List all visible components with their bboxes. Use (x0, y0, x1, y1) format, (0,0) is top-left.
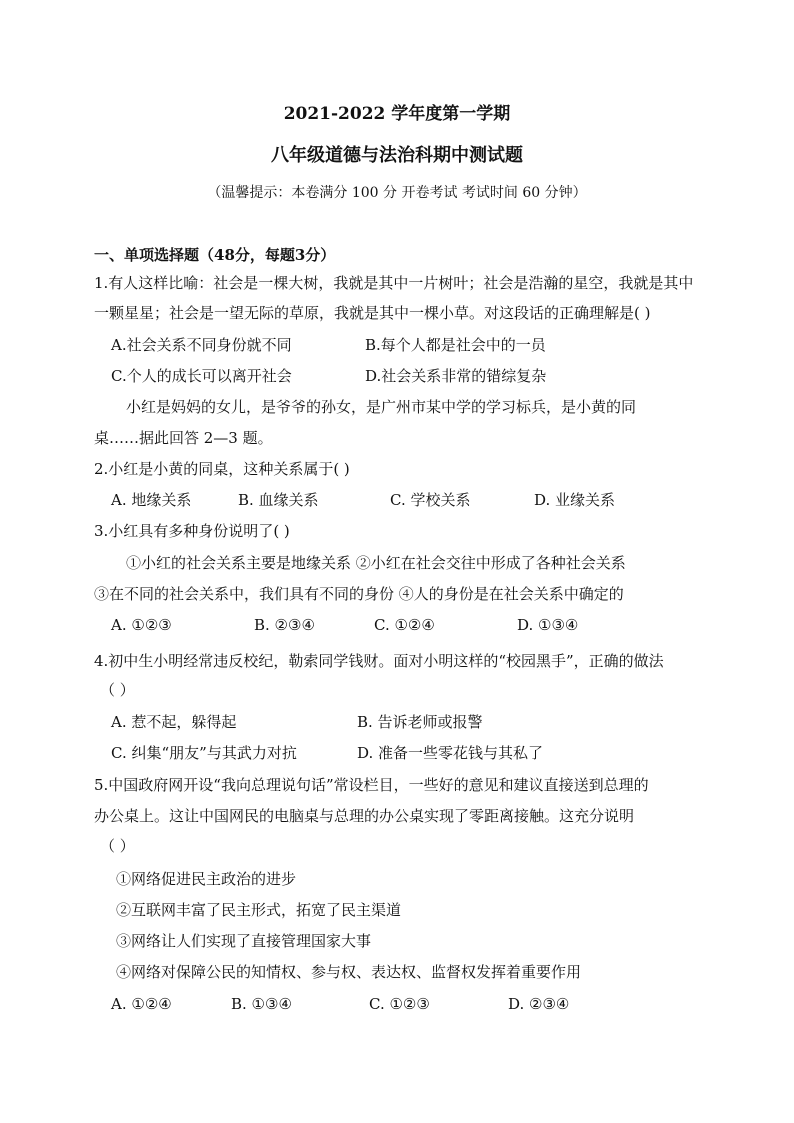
q1-option-c: C.个人的成长可以离开社会 (111, 367, 292, 385)
q5-stem-line3: （ ） (100, 837, 135, 855)
q2-stem: 2.小红是小黄的同桌，这种关系属于( ) (94, 460, 350, 478)
q4-stem-line2: （ ） (100, 681, 135, 699)
exam-year-title: 2021-2022 学年度第一学期 (283, 104, 511, 124)
q5-statement-2: ②互联网丰富了民主形式，拓宽了民主渠道 (116, 901, 402, 919)
passage-line1: 小红是妈妈的女儿，是爷爷的孙女，是广州市某中学的学习标兵，是小黄的同 (126, 398, 637, 416)
exam-note: （温馨提示：本卷满分 100 分 开卷考试 考试时间 60 分钟） (207, 185, 587, 201)
q2-option-d: D. 业缘关系 (534, 491, 616, 509)
q5-statement-1: ①网络促进民主政治的进步 (116, 870, 297, 888)
q3-option-d: D. ①③④ (517, 616, 579, 634)
q1-option-d: D.社会关系非常的错综复杂 (365, 367, 547, 385)
q5-option-d: D. ②③④ (508, 995, 570, 1013)
q4-option-a: A. 惹不起，躲得起 (111, 713, 237, 731)
q5-stem-line2: 办公桌上。这让中国网民的电脑桌与总理的办公桌实现了零距离接触。这充分说明 (94, 807, 635, 825)
q1-option-a: A.社会关系不同身份就不同 (111, 336, 292, 354)
q5-option-c: C. ①②③ (369, 995, 430, 1013)
q2-option-b: B. 血缘关系 (238, 491, 319, 509)
q4-option-d: D. 准备一些零花钱与其私了 (357, 744, 544, 762)
q4-option-b: B. 告诉老师或报警 (357, 713, 483, 731)
q3-option-a: A. ①②③ (111, 616, 172, 634)
q3-statement-line1: ①小红的社会关系主要是地缘关系 ②小红在社会交往中形成了各种社会关系 (126, 554, 626, 572)
q1-option-b: B.每个人都是社会中的一员 (365, 336, 546, 354)
q4-option-c: C. 纠集“朋友”与其武力对抗 (111, 744, 297, 762)
q2-option-c: C. 学校关系 (390, 491, 471, 509)
q5-statement-3: ③网络让人们实现了直接管理国家大事 (116, 932, 372, 950)
passage-line2: 桌……据此回答 2—3 题。 (94, 429, 273, 447)
q4-stem-line1: 4.初中生小明经常违反校纪，勒索同学钱财。面对小明这样的“校园黑手”，正确的做法 (94, 652, 664, 670)
q3-option-c: C. ①②④ (374, 616, 435, 634)
q5-option-b: B. ①③④ (231, 995, 292, 1013)
q1-stem-line1: 1.有人这样比喻：社会是一棵大树，我就是其中一片树叶；社会是浩瀚的星空，我就是其中 (94, 274, 694, 292)
q3-stem: 3.小红具有多种身份说明了( ) (94, 522, 290, 540)
q2-option-a: A. 地缘关系 (111, 491, 192, 509)
q3-option-b: B. ②③④ (254, 616, 315, 634)
section-title: 一、单项选择题（48分，每题3分） (94, 246, 336, 264)
q5-statement-4: ④网络对保障公民的知情权、参与权、表达权、监督权发挥着重要作用 (116, 963, 582, 981)
q1-stem-line2: 一颗星星；社会是一望无际的草原，我就是其中一棵小草。对这段话的正确理解是( ) (94, 304, 651, 322)
exam-subject-title: 八年级道德与法治科期中测试题 (271, 145, 523, 166)
q5-option-a: A. ①②④ (111, 995, 172, 1013)
q3-statement-line2: ③在不同的社会关系中，我们具有不同的身份 ④人的身份是在社会关系中确定的 (94, 585, 624, 603)
q5-stem-line1: 5.中国政府网开设“我向总理说句话”常设栏目，一些好的意见和建议直接送到总理的 (94, 776, 649, 794)
